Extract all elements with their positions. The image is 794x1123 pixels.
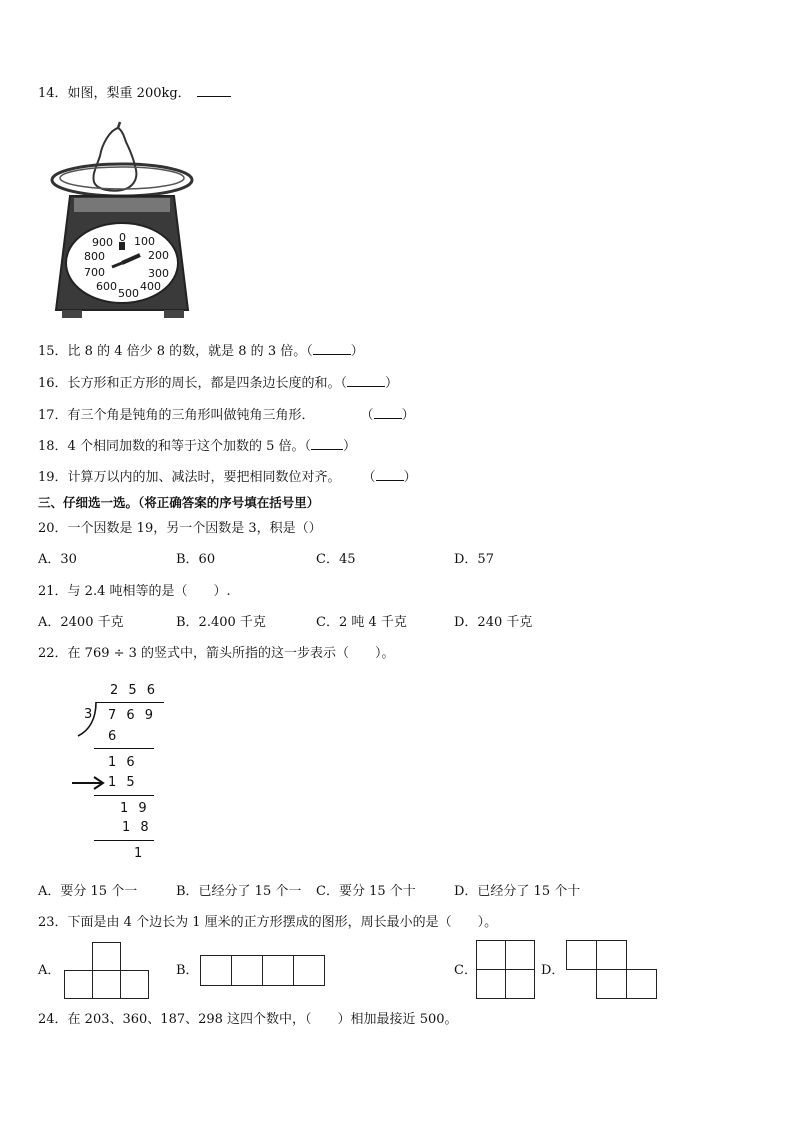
step-4: 1 9 (120, 801, 150, 816)
answer-blank[interactable] (313, 342, 351, 355)
question-17-text: 17．有三个角是钝角的三角形叫做钝角三角形． (38, 408, 315, 423)
close-paren: ） (385, 376, 399, 391)
close-paren: ） (342, 439, 356, 454)
step-5: 1 8 (122, 820, 152, 835)
q21-option-a[interactable]: A．2400 千克 (38, 615, 124, 630)
step-2: 1 6 (108, 755, 138, 770)
question-22-text: 22．在 769 ÷ 3 的竖式中，箭头所指的这一步表示（ ）。 (38, 646, 395, 661)
q20-option-c[interactable]: C．45 (316, 552, 356, 567)
dial-label-100: 100 (134, 235, 155, 248)
question-19 (38, 468, 417, 487)
question-24-text: 24．在 203、360、187、298 这四个数中，（ ）相加最接近 500。 (38, 1012, 458, 1027)
question-17 (38, 406, 415, 425)
question-20-text: 20．一个因数是 19，另一个因数是 3，积是（） (38, 521, 322, 536)
dial-label-300: 300 (148, 267, 169, 280)
scale-illustration (40, 120, 200, 325)
remainder: 1 (134, 846, 146, 861)
q23-label-c[interactable]: C． (454, 963, 477, 978)
dividend: 7 6 9 (108, 708, 157, 723)
open-paren: （ (360, 408, 374, 423)
q23-label-a[interactable]: A． (38, 963, 61, 978)
question-15-text: 15．比 8 的 4 倍少 8 的数，就是 8 的 3 倍。（ (38, 344, 313, 359)
dial-label-600: 600 (96, 280, 117, 293)
q21-option-d[interactable]: D．240 千克 (454, 615, 533, 630)
answer-blank[interactable] (197, 84, 231, 97)
pear-icon (93, 128, 136, 191)
divisor: 3 (84, 707, 96, 722)
step-3-arrowed: 1 5 (108, 775, 138, 790)
dial-label-0: 0 (119, 231, 126, 244)
question-19-text: 19．计算万以内的加、减法时，要把相同数位对齐。 (38, 470, 341, 485)
q22-option-d[interactable]: D．已经分了 15 个十 (454, 884, 581, 899)
question-15 (38, 342, 364, 361)
q23-label-b[interactable]: B． (176, 963, 199, 978)
q22-option-c[interactable]: C．要分 15 个十 (316, 884, 416, 899)
answer-blank[interactable] (311, 437, 343, 450)
close-paren: ） (403, 470, 417, 485)
question-14-text: 14．如图，梨重 200kg． (38, 86, 191, 101)
open-paren: （ (362, 470, 376, 485)
question-23-text: 23．下面是由 4 个边长为 1 厘米的正方形摆成的图形，周长最小的是（ ）。 (38, 915, 498, 930)
dial-label-900: 900 (92, 236, 113, 249)
question-14 (38, 84, 231, 103)
q23-label-d[interactable]: D． (541, 963, 565, 978)
answer-blank[interactable] (374, 406, 402, 419)
question-18 (38, 437, 356, 456)
q23-shape-a[interactable] (64, 942, 152, 1000)
q23-shape-b[interactable] (200, 955, 325, 986)
question-18-text: 18．4 个相同加数的和等于这个加数的 5 倍。（ (38, 439, 311, 454)
section-3-title: 三、仔细选一选。（将正确答案的序号填在括号里） (38, 495, 320, 510)
question-16-text: 16．长方形和正方形的周长，都是四条边长度的和。（ (38, 376, 348, 391)
question-16 (38, 374, 398, 393)
dial-label-500: 500 (118, 287, 139, 300)
dial-label-800: 800 (84, 250, 105, 263)
step-1: 6 (108, 729, 120, 744)
dial-label-400: 400 (140, 280, 161, 293)
question-21-text: 21．与 2.4 吨相等的是（ ）. (38, 584, 231, 599)
q22-option-b[interactable]: B．已经分了 15 个一 (176, 884, 302, 899)
answer-blank[interactable] (376, 468, 404, 481)
answer-blank[interactable] (347, 374, 385, 387)
dial-label-200: 200 (148, 249, 169, 262)
q20-option-a[interactable]: A．30 (38, 552, 77, 567)
arrow-right-icon (72, 776, 106, 790)
q21-option-c[interactable]: C．2 吨 4 千克 (316, 615, 407, 630)
q23-shape-c[interactable] (476, 940, 534, 1000)
q21-option-b[interactable]: B．2.400 千克 (176, 615, 266, 630)
dial-label-700: 700 (84, 266, 105, 279)
quotient: 2 5 6 (110, 683, 159, 698)
close-paren: ） (401, 408, 415, 423)
q23-shape-d[interactable] (566, 940, 656, 1000)
q20-option-d[interactable]: D．57 (454, 552, 494, 567)
close-paren: ） (350, 344, 364, 359)
q22-option-a[interactable]: A．要分 15 个一 (38, 884, 138, 899)
q20-option-b[interactable]: B．60 (176, 552, 216, 567)
